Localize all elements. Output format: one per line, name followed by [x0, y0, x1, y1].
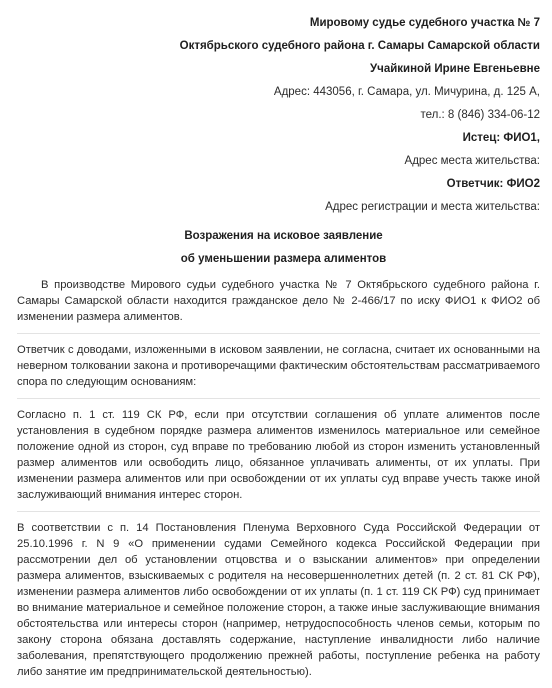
- judge-name: Учайкиной Ирине Евгеньевне: [369, 63, 540, 75]
- paragraph-disagreement: Ответчик с доводами, изложенными в исковом заявлении, не согласна, считает их основанными на неверном толковании закона и противоречащими фактическим обстоятельствам рассматриваемого спора по следующим основаниям:: [17, 342, 540, 399]
- court-address: Адрес: 443056, г. Самара, ул. Мичурина, д. 125 А,: [273, 86, 540, 98]
- document-title-line-1: Возражения на исковое заявление: [184, 230, 383, 242]
- plaintiff-address: Адрес места жительства:: [404, 155, 540, 167]
- defendant-label: Ответчик: ФИО2: [446, 178, 540, 190]
- document-title-line-2: об уменьшении размера алиментов: [180, 253, 387, 265]
- addressee-line-1: Мировому судье судебного участка № 7: [309, 17, 540, 29]
- plaintiff-label: Истец: ФИО1,: [462, 132, 540, 144]
- paragraph-plenum-resolution: В соответствии с п. 14 Постановления Пленума Верховного Суда Российской Федерации от 25.10.1996 г. N 9 «О применении судами Семейного кодекса Российской Федерации при рассмотрении дел об установлении отцовства и о взыскании алиментов» при определении размера алиментов, взыскиваемых с родителя на несовершеннолетних детей (п. 2 ст. 81 СК РФ), изменении размера алиментов либо освобождении от их уплаты (п. 1 ст. 119 СК РФ) суд принимает во внимание материальное и семейное положение сторон, а также иные заслуживающие внимания обстоятельства или интересы сторон (например, нетрудоспособность членов семьи, которым по закону сторона обязана доставлять содержание, наступление инвалидности либо наличие заболевания, препятствующего продолжению прежней работы, поступление ребенка на работу либо занятие им предпринимательской деятельностью).: [17, 522, 540, 678]
- paragraph-article-119: Согласно п. 1 ст. 119 СК РФ, если при отсутствии соглашения об уплате алиментов после установления в судебном порядке размера алиментов изменилось материальное или семейное положение одной из сторон, суд вправе по требованию любой из сторон изменить установленный размер алиментов или освободить лицо, обязанное уплачивать алименты, от их уплаты. При изменении размера алиментов или при освобождении от их уплаты суд вправе учесть также иной заслуживающий внимания интерес сторон.: [17, 407, 540, 512]
- defendant-address: Адрес регистрации и места жительства:: [325, 201, 540, 213]
- addressee-line-2: Октябрьского судебного района г. Самары Самарской области: [179, 40, 540, 52]
- document-body: [17, 277, 540, 688]
- court-phone: тел.: 8 (846) 334-06-12: [420, 109, 540, 121]
- paragraph-case-info: В производстве Мирового судьи судебного участка № 7 Октябрьского судебного района г. Самары Самарской области находится гражданское дело № 2-466/17 по иску ФИО1 к ФИО2 об изменении размера алиментов.: [17, 277, 540, 334]
